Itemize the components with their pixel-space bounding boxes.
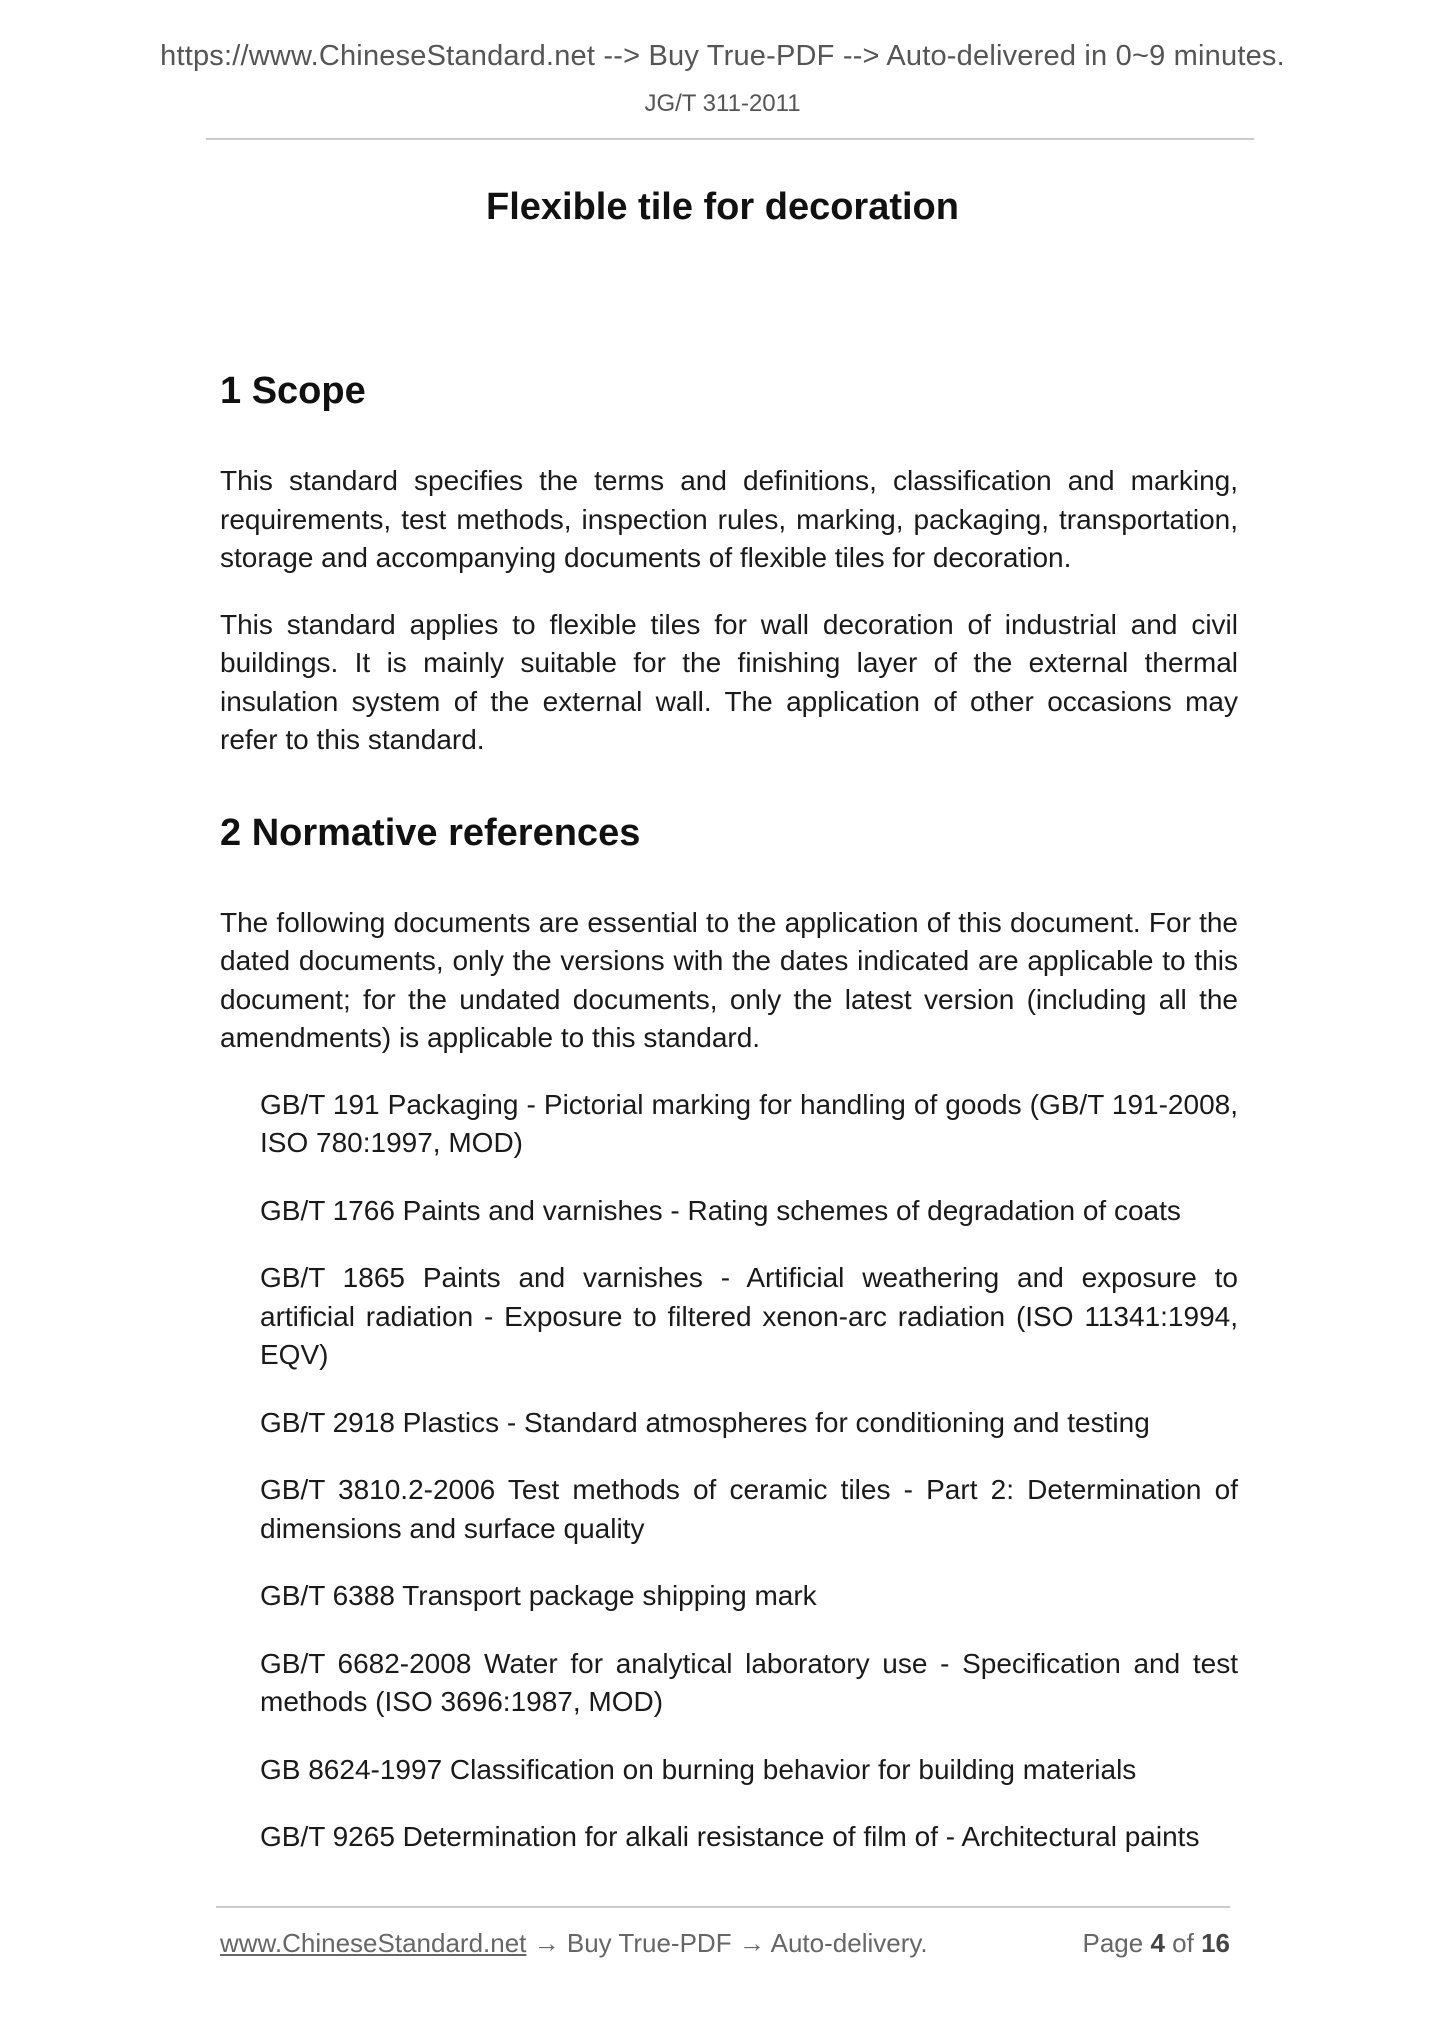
page-label: Page xyxy=(1082,1928,1144,1958)
reference-item: GB/T 3810.2-2006 Test methods of ceramic tiles - Part 2: Determination of dimensions and surface quality xyxy=(260,1474,1238,1544)
reference-item: GB/T 9265 Determination for alkali resistance of film of - Architectural paints xyxy=(260,1821,1200,1852)
document-body xyxy=(220,368,1238,1886)
site-link[interactable]: www.ChineseStandard.net xyxy=(220,1928,527,1958)
section-heading-scope: 1 Scope xyxy=(220,370,366,412)
document-title: Flexible tile for decoration xyxy=(486,186,959,228)
page-indicator xyxy=(1082,1928,1230,1959)
reference-item: GB 8624-1997 Classification on burning behavior for building materials xyxy=(260,1753,1137,1785)
reference-list xyxy=(220,1086,1238,1857)
reference-item: GB/T 2918 Plastics - Standard atmospheres for conditioning and testing xyxy=(260,1406,1150,1438)
page-of-label: of xyxy=(1172,1928,1194,1958)
section-heading-normative-references: 2 Normative references xyxy=(220,811,641,854)
auto-delivery-text: Auto-delivery. xyxy=(770,1928,928,1958)
page-total: 16 xyxy=(1201,1928,1230,1958)
arrow-right-icon: → xyxy=(738,1928,765,1958)
reference-item: GB/T 6388 Transport package shipping mark xyxy=(260,1580,817,1611)
buy-pdf-text: Buy True-PDF xyxy=(566,1928,732,1958)
footer-promo xyxy=(220,1928,928,1959)
header-divider xyxy=(206,138,1254,140)
scope-paragraph: This standard specifies the terms and definitions, classification and marking, requirements, test methods, inspection rules, marking, packaging, transportation, storage and accompanying documents of flexible tiles for decoration. xyxy=(220,465,1238,573)
reference-item: GB/T 1865 Paints and varnishes - Artificial weathering and exposure to artificial radiation - Exposure to filtered xenon-arc radiation (ISO 11341:1994, EQV) xyxy=(260,1262,1238,1370)
references-intro-paragraph: The following documents are essential to the application of this document. For the dated documents, only the versions with the dates indicated are applicable to this document; for the undated documents, only the latest version (including all the amendments) is applicable to this standard. xyxy=(220,906,1238,1053)
header-banner: https://www.ChineseStandard.net --> Buy True-PDF --> Auto-delivered in 0~9 minutes. xyxy=(160,40,1285,72)
document-code: JG/T 311-2011 xyxy=(644,90,801,117)
reference-item: GB/T 1766 Paints and varnishes - Rating schemes of degradation of coats xyxy=(260,1194,1181,1226)
scope-paragraph: This standard applies to flexible tiles for wall decoration of industrial and civil buildings. It is mainly suitable for the finishing layer of the external thermal insulation system of the external wall. The application of other occasions may refer to this standard. xyxy=(220,608,1238,755)
reference-item: GB/T 191 Packaging - Pictorial marking for handling of goods (GB/T 191-2008, ISO 780:1997, MOD) xyxy=(260,1088,1238,1158)
arrow-right-icon: → xyxy=(533,1928,560,1958)
page-current: 4 xyxy=(1150,1928,1165,1958)
footer-divider xyxy=(216,1906,1230,1908)
reference-item: GB/T 6682-2008 Water for analytical laboratory use - Specification and test methods (ISO 3696:1987, MOD) xyxy=(260,1647,1238,1717)
